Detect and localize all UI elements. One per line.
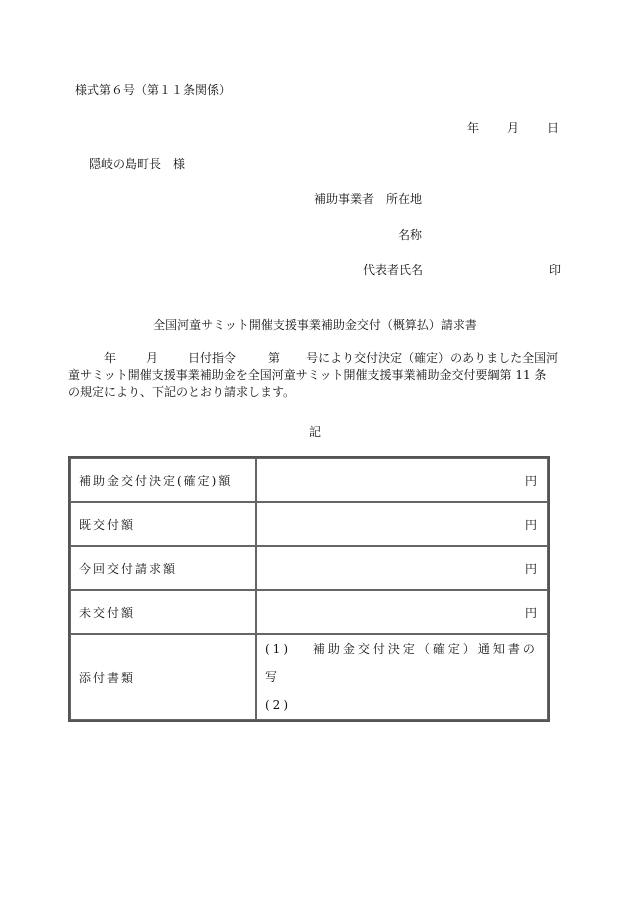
row-label: 今回交付請求額 [70, 546, 256, 590]
applicant-name-label: 名称 [398, 228, 423, 242]
amount-cell: 円 [256, 590, 548, 634]
body-line-3: の規定により、下記のとおり請求します。 [68, 385, 296, 399]
row-label: 既交付額 [70, 502, 256, 546]
body-line1-rest: 号により交付決定（確定）のありました全国河 [306, 351, 559, 365]
request-body [68, 350, 562, 401]
applicant-entity-label: 補助事業者 [314, 192, 375, 206]
attachments-list [256, 634, 548, 720]
date-year: 年 [466, 121, 479, 135]
body-line-1 [68, 350, 562, 367]
attachment-item: (2) [265, 698, 291, 712]
body-month: 月 [146, 351, 159, 365]
record-mark: 記 [308, 425, 321, 439]
attachments-row [70, 634, 548, 720]
addressee: 隠岐の島町長 様 [89, 157, 186, 171]
amount-cell: 円 [256, 458, 548, 502]
amount-cell: 円 [256, 502, 548, 546]
applicant-address-label: 所在地 [386, 192, 423, 206]
document-title: 全国河童サミット開催支援事業補助金交付（概算払）請求書 [153, 318, 477, 332]
body-day-directive: 日付指令 [188, 351, 237, 365]
row-label: 補助金交付決定(確定)額 [70, 458, 256, 502]
amount-cell: 円 [256, 546, 548, 590]
table-row [70, 502, 548, 546]
date-day: 日 [546, 121, 559, 135]
claim-table [68, 456, 550, 722]
form-number: 様式第６号（第１１条関係） [75, 83, 232, 97]
attachments-label: 添付書類 [70, 634, 256, 720]
row-label: 未交付額 [70, 590, 256, 634]
table-row [70, 458, 548, 502]
table-row [70, 590, 548, 634]
body-year: 年 [104, 351, 117, 365]
representative-label: 代表者氏名 [363, 263, 424, 277]
representative-row [363, 263, 561, 277]
attachment-item: (1) 補助金交付決定（確定）通知書の写 [265, 642, 538, 684]
applicant-address-row [314, 192, 422, 206]
date-line [467, 121, 559, 135]
body-line-2: 童サミット開催支援事業補助金を全国河童サミット開催支援事業補助金交付要綱第 11 条 [68, 368, 547, 382]
date-month: 月 [506, 121, 519, 135]
table-row [70, 546, 548, 590]
seal-mark: 印 [548, 263, 561, 277]
body-number-prefix: 第 [268, 351, 281, 365]
